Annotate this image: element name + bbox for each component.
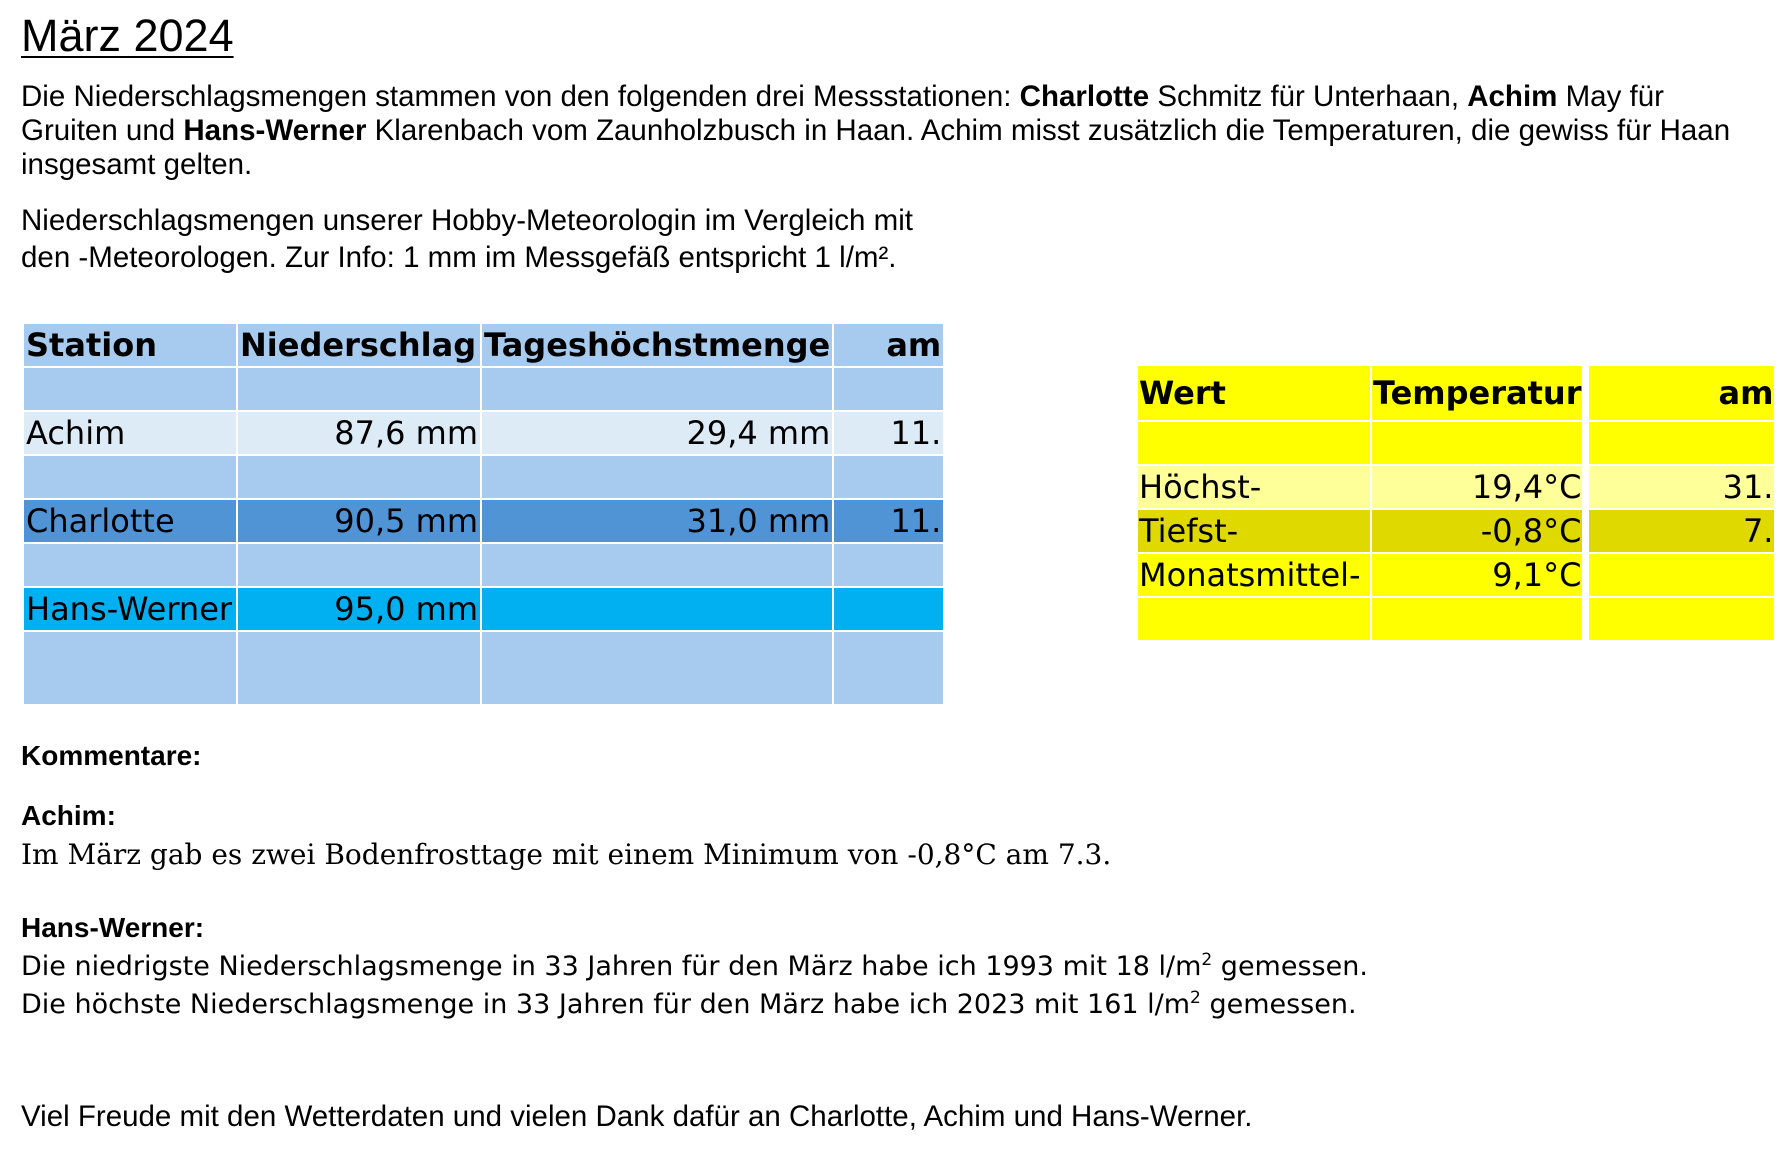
hoechstmenge-cell: 29,4 mm (481, 411, 833, 455)
am-cell: 11. (833, 499, 944, 543)
header-wert: Wert (1137, 365, 1371, 421)
table-row-hoechst (1137, 465, 1775, 509)
intro-paragraph (21, 80, 1761, 182)
wert-cell: Höchst- (1137, 465, 1371, 509)
table-row-charlotte (23, 499, 944, 543)
header-station: Station (23, 323, 237, 367)
am-cell: 7. (1586, 509, 1776, 553)
station-cell: Charlotte (23, 499, 237, 543)
table-row-tiefst (1137, 509, 1775, 553)
line-1-text: Die niedrigste Niederschlagsmenge in 33 Jahren für den März habe ich 1993 mit 18 l/m (21, 951, 1202, 982)
wert-cell: Monatsmittel- (1137, 553, 1371, 597)
niederschlag-cell: 95,0 mm (237, 587, 481, 631)
spacer-row (23, 631, 944, 705)
temperatur-cell: -0,8°C (1371, 509, 1586, 553)
header-niederschlag: Niederschlag (237, 323, 481, 367)
temperature-header-row (1137, 365, 1775, 421)
spacer-row (1137, 597, 1775, 641)
temperatur-cell: 19,4°C (1371, 465, 1586, 509)
intro-text-2: Schmitz für Unterhaan, (1149, 80, 1468, 113)
header-am: am (833, 323, 944, 367)
wert-cell: Tiefst- (1137, 509, 1371, 553)
intro-name-hans-werner: Hans-Werner (183, 114, 367, 147)
temperature-table (1136, 364, 1776, 642)
spacer-row (1137, 421, 1775, 465)
temperatur-cell: 9,1°C (1371, 553, 1586, 597)
niederschlag-cell: 87,6 mm (237, 411, 481, 455)
line-1-end: gemessen. (1212, 951, 1368, 982)
subintro-line-1: Niederschlagsmengen unserer Hobby-Meteorologin im Vergleich mit (21, 204, 913, 237)
table-row-monatsmittel (1137, 553, 1775, 597)
intro-text-4: Klarenbach vom Zaunholzbusch in Haan. Achim misst zusätzlich die Temperaturen, die gewiss für Haan insgesamt gelten. (21, 114, 1731, 181)
header-am: am (1586, 365, 1776, 421)
achim-comment-text: Im März gab es zwei Bodenfrosttage mit einem Minimum von -0,8°C am 7.3. (21, 838, 1112, 871)
achim-comment-heading: Achim: (21, 800, 116, 831)
precipitation-header-row (23, 323, 944, 367)
subintro-line-2: den -Meteorologen. Zur Info: 1 mm im Messgefäß entspricht 1 l/m². (21, 241, 897, 274)
intro-name-achim: Achim (1467, 80, 1558, 113)
intro-name-charlotte: Charlotte (1019, 80, 1150, 113)
header-tageshoechstmenge: Tageshöchstmenge (481, 323, 833, 367)
intro-text-3: May für Gruiten und (21, 80, 1664, 147)
am-cell: 31. (1586, 465, 1776, 509)
am-cell (1586, 553, 1776, 597)
table-row-hans-werner (23, 587, 944, 631)
spacer-row (23, 455, 944, 499)
header-temperatur: Temperatur (1371, 365, 1586, 421)
spacer-row (23, 543, 944, 587)
hans-werner-comment-line-2 (21, 988, 1357, 1020)
table-row-achim (23, 411, 944, 455)
subintro-paragraph (21, 202, 913, 276)
hoechstmenge-cell (481, 587, 833, 631)
niederschlag-cell: 90,5 mm (237, 499, 481, 543)
comments-heading: Kommentare: (21, 740, 202, 771)
am-cell (833, 587, 944, 631)
line-2-end: gemessen. (1200, 989, 1357, 1020)
hoechstmenge-cell: 31,0 mm (481, 499, 833, 543)
page-title: März 2024 (21, 10, 234, 61)
intro-text-1: Die Niederschlagsmengen stammen von den folgenden drei Messstationen: (21, 80, 1020, 113)
spacer-row (23, 367, 944, 411)
station-cell: Achim (23, 411, 237, 455)
footer-thanks: Viel Freude mit den Wetterdaten und vielen Dank dafür an Charlotte, Achim und Hans-Werner. (21, 1100, 1253, 1133)
superscript-2: 2 (1190, 988, 1201, 1008)
precipitation-table (22, 322, 945, 706)
station-cell: Hans-Werner (23, 587, 237, 631)
hans-werner-comment-line-1 (21, 950, 1368, 982)
line-2-text: Die höchste Niederschlagsmenge in 33 Jahren für den März habe ich 2023 mit 161 l/m (21, 989, 1191, 1020)
hans-werner-comment-heading: Hans-Werner: (21, 912, 205, 943)
am-cell: 11. (833, 411, 944, 455)
superscript-2: 2 (1201, 950, 1213, 970)
